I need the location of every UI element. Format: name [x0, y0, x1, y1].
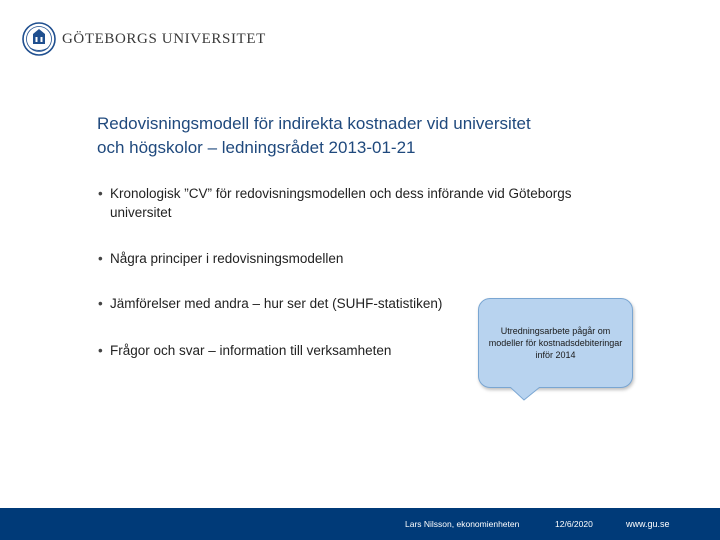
- footer-bar: [0, 508, 720, 540]
- slide-title-line1: Redovisningsmodell för indirekta kostnader vid universitet: [97, 114, 531, 133]
- bullet-item-1: • Kronologisk ”CV” för redovisningsmodellen och dess införande vid Göteborgs universitet: [98, 184, 580, 222]
- footer-website[interactable]: www.gu.se: [626, 519, 670, 529]
- footer-date: 12/6/2020: [555, 519, 593, 529]
- bullet-item-3: • Jämförelser med andra – hur ser det (SUHF-statistiken): [98, 294, 580, 313]
- slide-title-line2: och högskolor – ledningsrådet 2013-01-21: [97, 138, 416, 157]
- logo-wordmark: GÖTEBORGS UNIVERSITET: [62, 30, 266, 47]
- callout-tail: [510, 387, 540, 401]
- footer-author: Lars Nilsson, ekonomienheten: [405, 519, 520, 529]
- university-logo: [22, 20, 266, 58]
- university-seal-icon: [22, 20, 56, 58]
- callout-text: Utredningsarbete pågår om modeller för kostnadsdebiteringar inför 2014: [488, 326, 623, 360]
- bullet-item-2: • Några principer i redovisningsmodellen: [98, 249, 580, 268]
- slide-title: [97, 112, 657, 160]
- bullet-item-4: • Frågor och svar – information till verksamheten: [98, 341, 580, 360]
- callout-box: [478, 298, 633, 388]
